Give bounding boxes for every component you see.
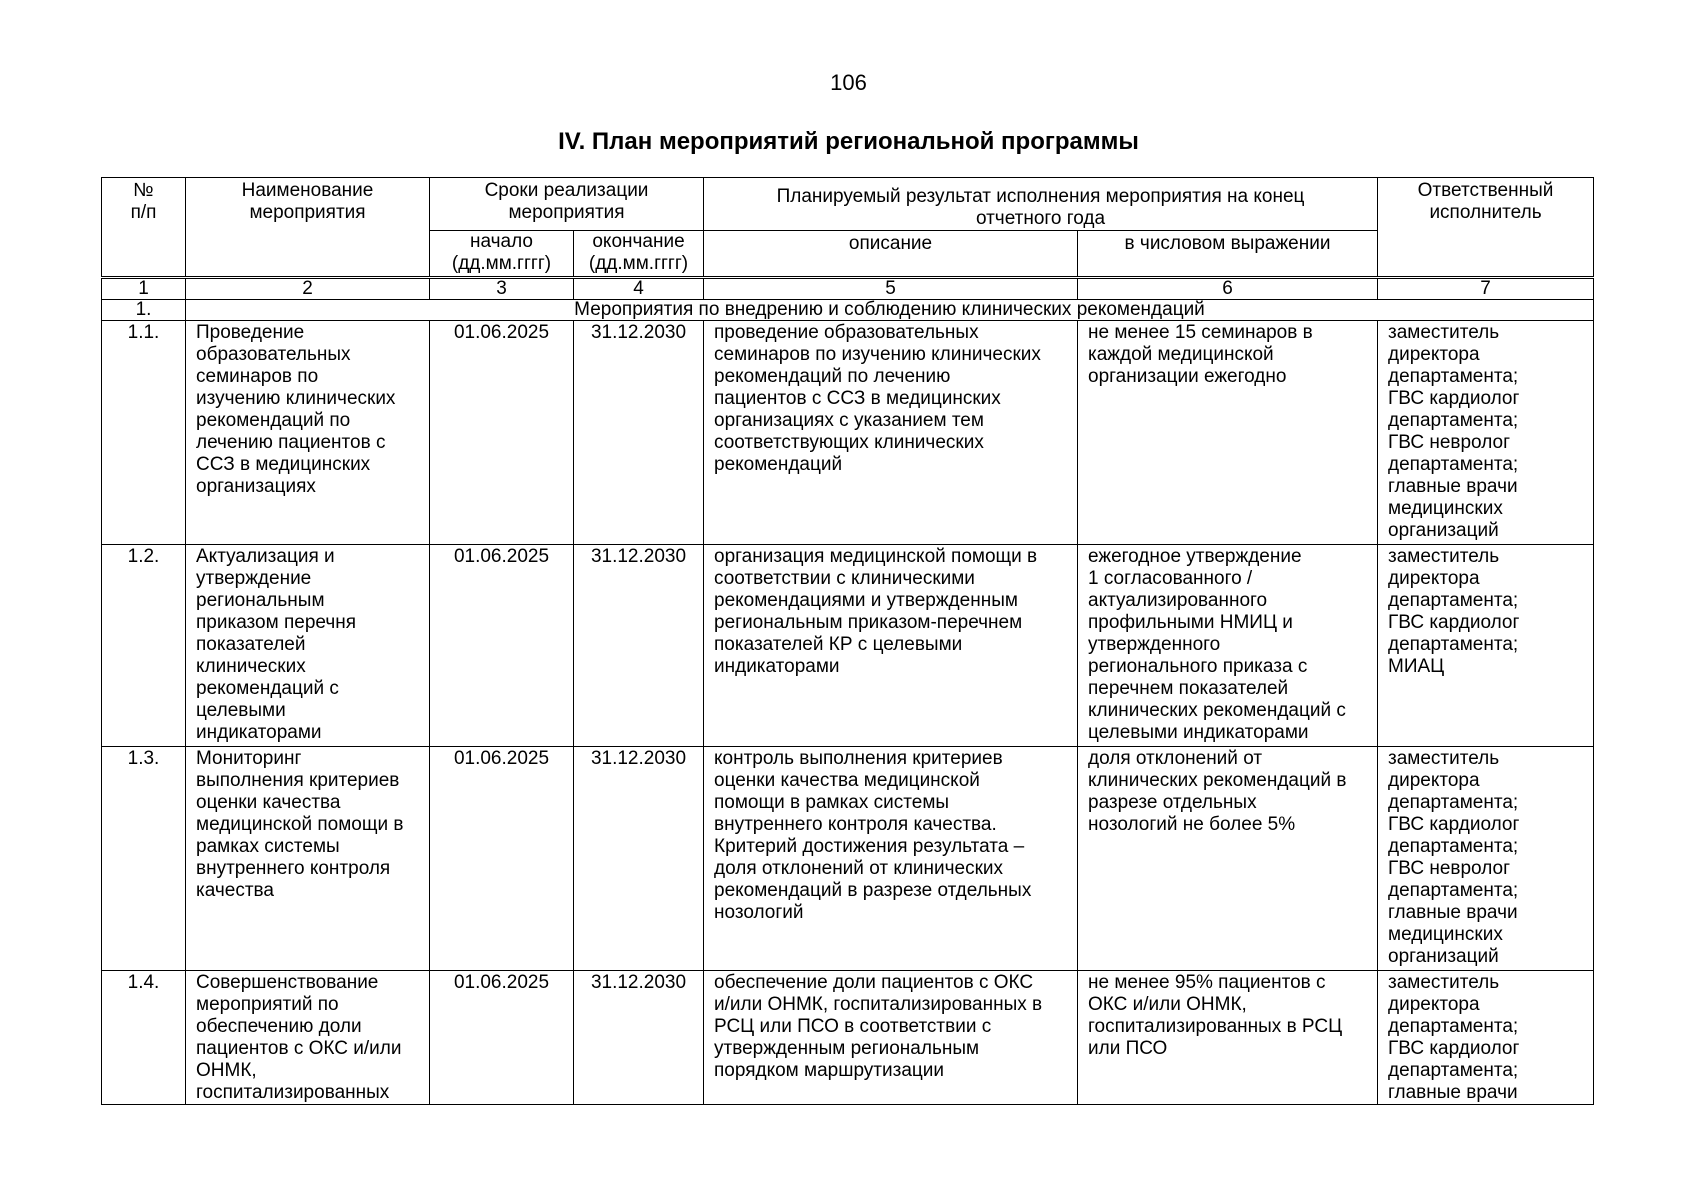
row-number: 1.2. <box>102 545 186 747</box>
row-name: Мониторинг выполнения критериев оценки качества медицинской помощи в рамках системы внутреннего контроля качества <box>186 747 430 971</box>
section-number: 1. <box>102 300 186 321</box>
header-end: окончание (дд.мм.гггг) <box>574 231 704 277</box>
row-responsible: заместитель директора департамента; ГВС кардиолог департамента; ГВС невролог департамента; главные врачи медицинских организаций <box>1378 747 1594 971</box>
row-start: 01.06.2025 <box>430 971 574 1105</box>
header-terms: Сроки реализации мероприятия <box>430 178 704 231</box>
header-name: Наименование мероприятия <box>186 178 430 277</box>
column-numbers-row <box>102 279 1594 300</box>
row-responsible: заместитель директора департамента; ГВС кардиолог департамента; главные врачи <box>1378 971 1594 1105</box>
header-start: начало (дд.мм.гггг) <box>430 231 574 277</box>
column-number: 2 <box>186 279 430 300</box>
row-number: 1.3. <box>102 747 186 971</box>
column-number: 4 <box>574 279 704 300</box>
row-name: Проведение образовательных семинаров по изучению клинических рекомендаций по лечению пациентов с ССЗ в медицинских организациях <box>186 321 430 545</box>
row-number: 1.4. <box>102 971 186 1105</box>
page-number: 106 <box>830 70 867 95</box>
header-description: описание <box>704 231 1078 277</box>
plan-table <box>101 278 1594 1105</box>
column-number: 3 <box>430 279 574 300</box>
table-header <box>101 177 1594 277</box>
table-row <box>102 747 1594 971</box>
row-name: Актуализация и утверждение региональным приказом перечня показателей клинических рекомендаций с целевыми индикаторами <box>186 545 430 747</box>
header-numeric: в числовом выражении <box>1078 231 1378 277</box>
page-title: IV. План мероприятий региональной программы <box>558 128 1139 155</box>
row-responsible: заместитель директора департамента; ГВС кардиолог департамента; МИАЦ <box>1378 545 1594 747</box>
table-row <box>102 545 1594 747</box>
row-number: 1.1. <box>102 321 186 545</box>
row-start: 01.06.2025 <box>430 321 574 545</box>
row-description: проведение образовательных семинаров по изучению клинических рекомендаций по лечению пациентов с ССЗ в медицинских организациях с указанием тем соответствующих клинических рекомендаций <box>704 321 1078 545</box>
table-row <box>102 971 1594 1105</box>
section-title: Мероприятия по внедрению и соблюдению клинических рекомендаций <box>186 300 1594 321</box>
row-start: 01.06.2025 <box>430 747 574 971</box>
row-end: 31.12.2030 <box>574 545 704 747</box>
row-numeric: доля отклонений от клинических рекомендаций в разрезе отдельных нозологий не более 5% <box>1078 747 1378 971</box>
row-responsible: заместитель директора департамента; ГВС кардиолог департамента; ГВС невролог департамента; главные врачи медицинских организаций <box>1378 321 1594 545</box>
row-end: 31.12.2030 <box>574 971 704 1105</box>
table-row <box>102 321 1594 545</box>
header-number: № п/п <box>102 178 186 277</box>
column-number: 7 <box>1378 279 1594 300</box>
row-end: 31.12.2030 <box>574 321 704 545</box>
column-number: 5 <box>704 279 1078 300</box>
header-responsible: Ответственный исполнитель <box>1378 178 1594 277</box>
row-description: организация медицинской помощи в соответствии с клиническими рекомендациями и утвержденным региональным приказом-перечнем показателей КР с целевыми индикаторами <box>704 545 1078 747</box>
header-result: Планируемый результат исполнения мероприятия на конец отчетного года <box>704 178 1378 231</box>
row-description: контроль выполнения критериев оценки качества медицинской помощи в рамках системы внутреннего контроля качества. Критерий достижения результата – доля отклонений от клинических рекомендаций в разрезе отдельных нозологий <box>704 747 1078 971</box>
column-number: 1 <box>102 279 186 300</box>
row-name: Совершенствование мероприятий по обеспечению доли пациентов с ОКС и/или ОНМК, госпитализированных <box>186 971 430 1105</box>
row-start: 01.06.2025 <box>430 545 574 747</box>
row-description: обеспечение доли пациентов с ОКС и/или ОНМК, госпитализированных в РСЦ или ПСО в соответствии с утвержденным региональным порядком маршрутизации <box>704 971 1078 1105</box>
section-row <box>102 300 1594 321</box>
column-number: 6 <box>1078 279 1378 300</box>
row-numeric: не менее 95% пациентов с ОКС и/или ОНМК, госпитализированных в РСЦ или ПСО <box>1078 971 1378 1105</box>
row-end: 31.12.2030 <box>574 747 704 971</box>
row-numeric: не менее 15 семинаров в каждой медицинской организации ежегодно <box>1078 321 1378 545</box>
row-numeric: ежегодное утверждение 1 согласованного / актуализированного профильными НМИЦ и утвержденного регионального приказа с перечнем показателей клинических рекомендаций с целевыми индикаторами <box>1078 545 1378 747</box>
